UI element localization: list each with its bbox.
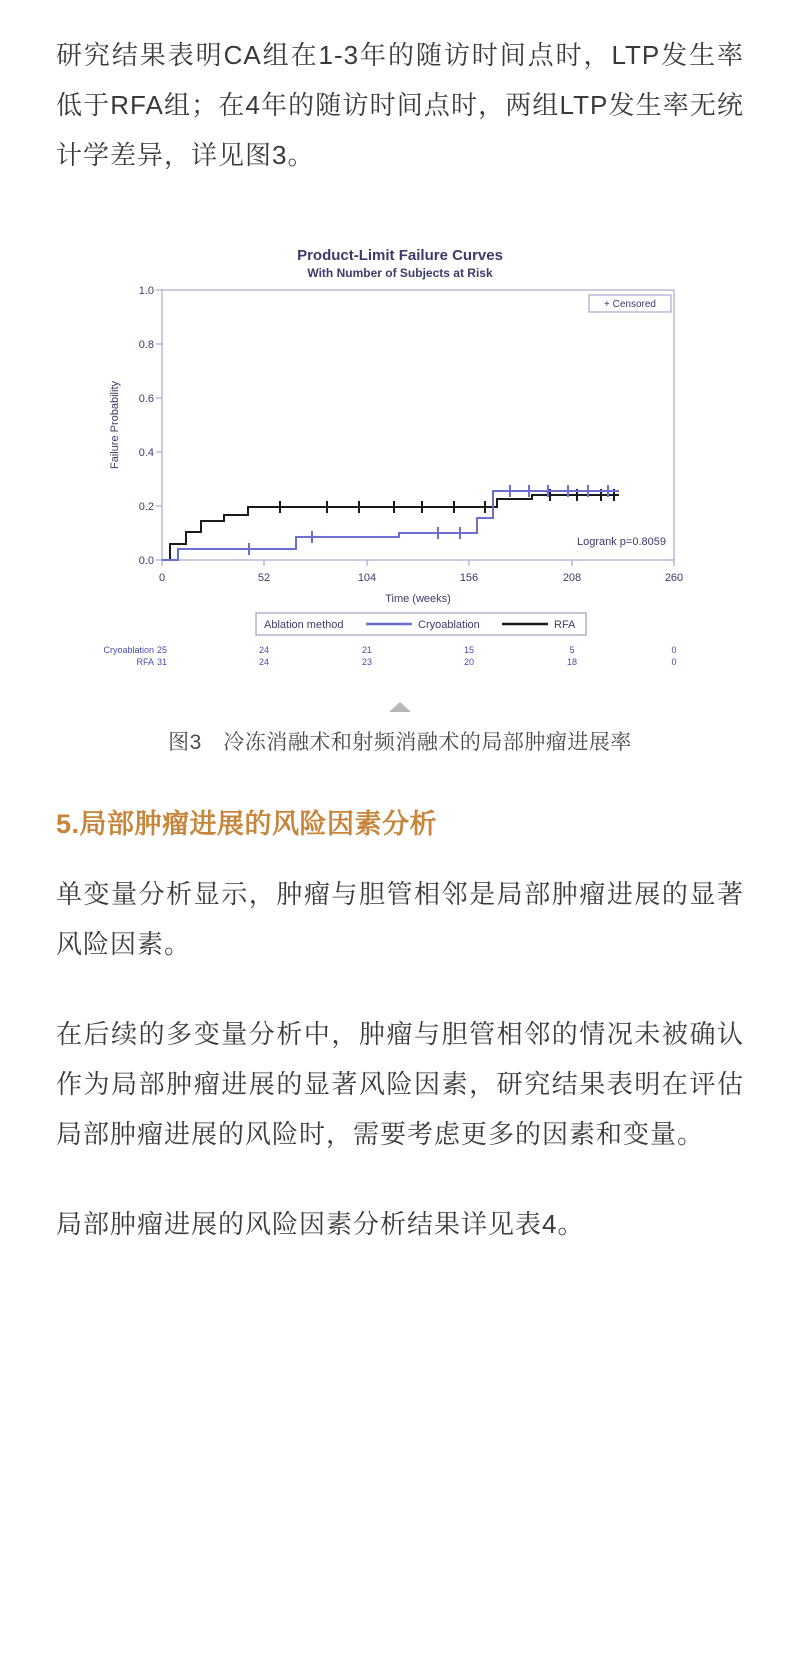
chart-container bbox=[56, 232, 744, 752]
svg-text:0.4: 0.4 bbox=[138, 447, 154, 459]
collapse-arrow-icon[interactable] bbox=[389, 702, 411, 712]
paragraph-multivariate: 在后续的多变量分析中，肿瘤与胆管相邻的情况未被确认作为局部肿瘤进展的显著风险因素，研究结果表明在评估局部肿瘤进展的风险时，需要考虑更多的因素和变量。 bbox=[56, 1019, 744, 1149]
svg-text:24: 24 bbox=[258, 657, 270, 667]
svg-text:31: 31 bbox=[156, 657, 168, 667]
paragraph-univariate: 单变量分析显示，肿瘤与胆管相邻是局部肿瘤进展的显著风险因素。 bbox=[56, 879, 744, 959]
survival-chart bbox=[56, 232, 744, 702]
section-heading: 5.局部肿瘤进展的风险因素分析 bbox=[56, 809, 438, 839]
svg-text:104: 104 bbox=[357, 572, 377, 584]
x-axis-label: Time (weeks) bbox=[385, 593, 451, 605]
paragraph-table-ref: 局部肿瘤进展的风险因素分析结果详见表4。 bbox=[56, 1209, 585, 1239]
series-rfa-censors bbox=[280, 489, 614, 513]
svg-text:52: 52 bbox=[257, 572, 271, 584]
svg-text:0.0: 0.0 bbox=[138, 555, 154, 567]
legend-item-cryoablation: Cryoablation bbox=[418, 619, 480, 631]
censored-legend bbox=[589, 295, 671, 312]
svg-text:20: 20 bbox=[463, 657, 475, 667]
svg-text:0: 0 bbox=[158, 572, 166, 584]
svg-text:18: 18 bbox=[566, 657, 578, 667]
logrank-annotation: Logrank p=0.8059 bbox=[577, 536, 666, 548]
risk-row-label-cryoablation: Cryoablation bbox=[103, 645, 154, 655]
svg-text:25: 25 bbox=[156, 645, 168, 655]
chart-legend bbox=[256, 613, 586, 635]
svg-text:208: 208 bbox=[562, 572, 582, 584]
figure-3 bbox=[56, 232, 744, 752]
y-axis-label: Failure Probability bbox=[109, 380, 121, 470]
series-cryoablation-line bbox=[162, 491, 619, 560]
svg-text:1.0: 1.0 bbox=[138, 285, 154, 297]
svg-text:0.2: 0.2 bbox=[138, 501, 154, 513]
paragraph-intro: 研究结果表明CA组在1-3年的随访时间点时，LTP发生率低于RFA组；在4年的随访时间点时，两组LTP发生率无统计学差异，详见图3。 bbox=[56, 40, 744, 170]
risk-table bbox=[103, 645, 676, 667]
svg-text:0: 0 bbox=[671, 657, 677, 667]
svg-text:0: 0 bbox=[671, 645, 677, 655]
svg-text:156: 156 bbox=[459, 572, 479, 584]
svg-text:260: 260 bbox=[664, 572, 684, 584]
svg-text:15: 15 bbox=[463, 645, 475, 655]
legend-title: Ablation method bbox=[264, 619, 344, 631]
chart-title: Product-Limit Failure Curves bbox=[297, 247, 503, 264]
svg-text:0.6: 0.6 bbox=[138, 393, 154, 405]
series-rfa-line bbox=[162, 495, 619, 560]
figure-caption: 图3 冷冻消融术和射频消融术的局部肿瘤进展率 bbox=[168, 731, 632, 754]
svg-text:+ Censored: + Censored bbox=[604, 299, 656, 310]
svg-text:21: 21 bbox=[361, 645, 373, 655]
risk-row-label-rfa: RFA bbox=[136, 657, 154, 667]
chart-subtitle: With Number of Subjects at Risk bbox=[307, 266, 493, 280]
svg-text:0.8: 0.8 bbox=[138, 339, 154, 351]
legend-item-rfa: RFA bbox=[554, 619, 576, 631]
svg-text:24: 24 bbox=[258, 645, 270, 655]
svg-text:23: 23 bbox=[361, 657, 373, 667]
svg-text:5: 5 bbox=[569, 645, 575, 655]
